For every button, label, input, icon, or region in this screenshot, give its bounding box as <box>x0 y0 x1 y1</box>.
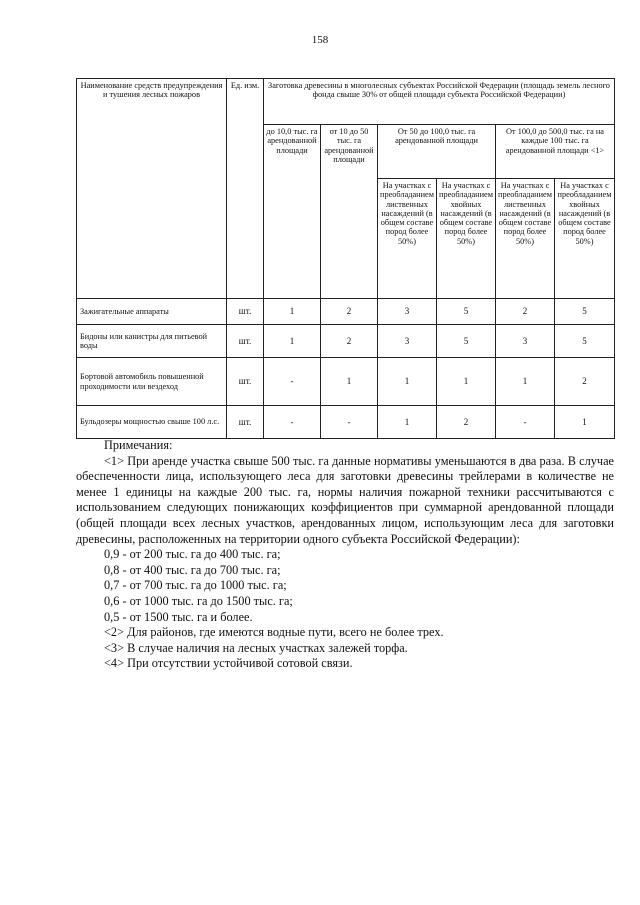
coefficient-item: 0,8 - от 400 тыс. га до 700 тыс. га; <box>104 562 281 577</box>
header-100-to-500: От 100,0 до 500,0 тыс. га на каждые 100 тыс. га арендованной площади <1> <box>496 125 615 179</box>
cell-value: - <box>264 358 321 406</box>
cell-value: 5 <box>437 299 496 325</box>
cell-value: 2 <box>555 358 615 406</box>
cell-value: 5 <box>437 325 496 358</box>
row-unit: шт. <box>227 299 264 325</box>
cell-value: 1 <box>378 406 437 439</box>
row-name: Бульдозеры мощностью свыше 100 л.с. <box>77 406 227 439</box>
header-harvesting-group: Заготовка древесины в многолесных субъектах Российской Федерации (площадь земель лесного фонда свыше 30% от общей площади субъекта Российской Федерации) <box>264 79 615 125</box>
row-name: Бидоны или канистры для питьевой воды <box>77 325 227 358</box>
cell-value: 3 <box>378 299 437 325</box>
cell-value: 1 <box>264 299 321 325</box>
cell-value: 1 <box>437 358 496 406</box>
cell-value: 1 <box>496 358 555 406</box>
header-unit: Ед. изм. <box>227 79 264 299</box>
header-50-to-100: От 50 до 100,0 тыс. га арендованной площади <box>378 125 496 179</box>
header-deciduous-50-100: На участках с преобладанием лиственных насаждений (в общем составе пород более 50%) <box>378 179 437 299</box>
table-row <box>77 325 615 358</box>
cell-value: 2 <box>321 299 378 325</box>
row-unit: шт. <box>227 406 264 439</box>
row-unit: шт. <box>227 358 264 406</box>
coefficient-item: 0,7 - от 700 тыс. га до 1000 тыс. га; <box>104 578 287 593</box>
cell-value: - <box>264 406 321 439</box>
cell-value: 5 <box>555 325 615 358</box>
cell-value: 2 <box>437 406 496 439</box>
page-number: 158 <box>311 34 329 46</box>
header-up-to-10: до 10,0 тыс. га арендованной площади <box>264 125 321 299</box>
row-name: Зажигательные аппараты <box>77 299 227 325</box>
table-row <box>77 299 615 325</box>
cell-value: - <box>496 406 555 439</box>
note-4: <4> При отсутствии устойчивой сотовой связи. <box>104 656 353 671</box>
note-3: <3> В случае наличия на лесных участках залежей торфа. <box>104 640 408 655</box>
fire-equipment-norms-table <box>76 78 615 439</box>
header-coniferous-50-100: На участках с преобладанием хвойных насаждений (в общем составе пород более 50%) <box>437 179 496 299</box>
cell-value: 2 <box>496 299 555 325</box>
header-equipment-name: Наименование средств предупреждения и тушения лесных пожаров <box>77 79 227 299</box>
header-10-to-50: от 10 до 50 тыс. га арендованной площади <box>321 125 378 299</box>
cell-value: 2 <box>321 325 378 358</box>
cell-value: 3 <box>496 325 555 358</box>
coefficient-item: 0,6 - от 1000 тыс. га до 1500 тыс. га; <box>104 593 293 608</box>
table-row <box>77 406 615 439</box>
header-coniferous-100-500: На участках с преобладанием хвойных насаждений (в общем составе пород более 50%) <box>555 179 615 299</box>
coefficient-item: 0,9 - от 200 тыс. га до 400 тыс. га; <box>104 547 281 562</box>
cell-value: 1 <box>264 325 321 358</box>
notes-title: Примечания: <box>104 438 173 452</box>
cell-value: 3 <box>378 325 437 358</box>
notes-section <box>76 438 614 672</box>
note-2: <2> Для районов, где имеются водные пути, всего не более трех. <box>104 625 444 640</box>
table-row <box>77 358 615 406</box>
cell-value: - <box>321 406 378 439</box>
header-deciduous-100-500: На участках с преобладанием лиственных насаждений (в общем составе пород более 50%) <box>496 179 555 299</box>
cell-value: 5 <box>555 299 615 325</box>
cell-value: 1 <box>378 358 437 406</box>
cell-value: 1 <box>321 358 378 406</box>
row-name: Бортовой автомобиль повышенной проходимости или вездеход <box>77 358 227 406</box>
note-1: <1> При аренде участка свыше 500 тыс. га данные нормативы уменьшаются в два раза. В случае обеспеченности лица, использующего леса для заготовки древесины трейлерами в количестве не менее 1 единицы на каждые 200 тыс. га, нормы наличия пожарной техники рассчитываются с использованием следующих понижающих коэффициентов при суммарной арендованной площади (общей площади всех лесных участков, арендованных лицом, использующим леса для заготовки древесины, расположенных на территории одного субъекта Российской Федерации): <box>76 453 614 546</box>
coefficient-item: 0,5 - от 1500 тыс. га и более. <box>104 609 253 624</box>
row-unit: шт. <box>227 325 264 358</box>
cell-value: 1 <box>555 406 615 439</box>
